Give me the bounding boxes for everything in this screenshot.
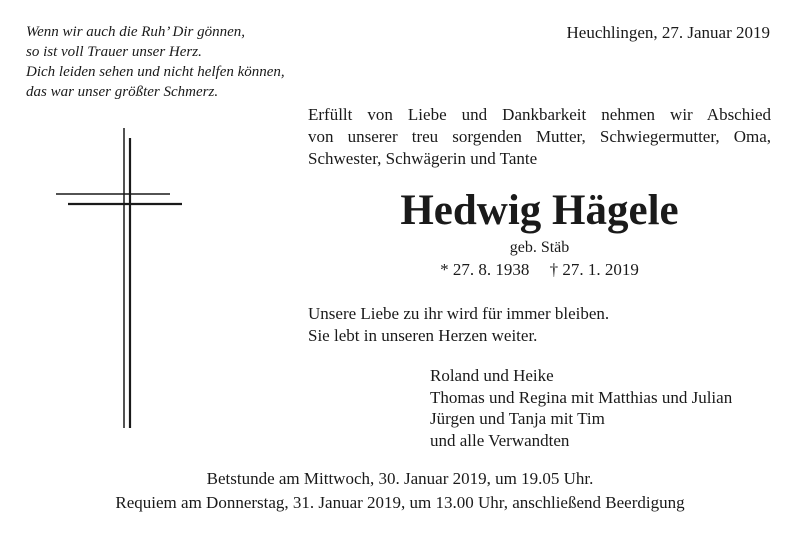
- poem-line: so ist voll Trauer unser Herz.: [26, 44, 202, 60]
- announcement-intro: [308, 104, 771, 170]
- quote-line: Unsere Liebe zu ihr wird für immer bleiben.: [308, 304, 610, 323]
- death-date: † 27. 1. 2019: [549, 260, 639, 279]
- birth-name: geb. Stäb: [509, 239, 570, 256]
- service-details: [0, 467, 800, 515]
- service-line: Requiem am Donnerstag, 31. Januar 2019, um 13.00 Uhr, anschließend Beerdigung: [115, 493, 685, 512]
- poem-line: Dich leiden sehen und nicht helfen können,: [26, 64, 285, 80]
- service-line: Betstunde am Mittwoch, 30. Januar 2019, um 19.05 Uhr.: [206, 469, 594, 488]
- life-dates: [308, 259, 771, 281]
- mourner-line: Jürgen und Tanja mit Tim: [430, 409, 605, 428]
- memorial-poem: [26, 22, 285, 102]
- intro-line: Schwester, Schwägerin und Tante: [308, 149, 538, 168]
- mourner-line: und alle Verwandten: [430, 430, 570, 450]
- poem-line: das war unser größter Schmerz.: [26, 84, 219, 100]
- remembrance-quote: [308, 303, 609, 347]
- poem-line: Wenn wir auch die Ruh’ Dir gönnen,: [26, 24, 246, 40]
- intro-line: von unserer treu sorgenden Mutter, Schwiegermutter, Oma,: [308, 127, 771, 146]
- mourner-line: Thomas und Regina mit Matthias und Julian: [430, 387, 733, 407]
- birth-date: * 27. 8. 1938: [440, 260, 530, 279]
- mourner-line: Roland und Heike: [430, 366, 554, 385]
- double-line-cross-icon: [50, 128, 190, 433]
- intro-line: Erfüllt von Liebe und Dankbarkeit nehmen wir Abschied: [308, 105, 771, 124]
- quote-line: Sie lebt in unseren Herzen weiter.: [308, 326, 538, 345]
- place-date: Heuchlingen, 27. Januar 2019: [566, 23, 770, 42]
- deceased-name: Hedwig Hägele: [400, 187, 679, 234]
- mourners-list: [430, 365, 732, 451]
